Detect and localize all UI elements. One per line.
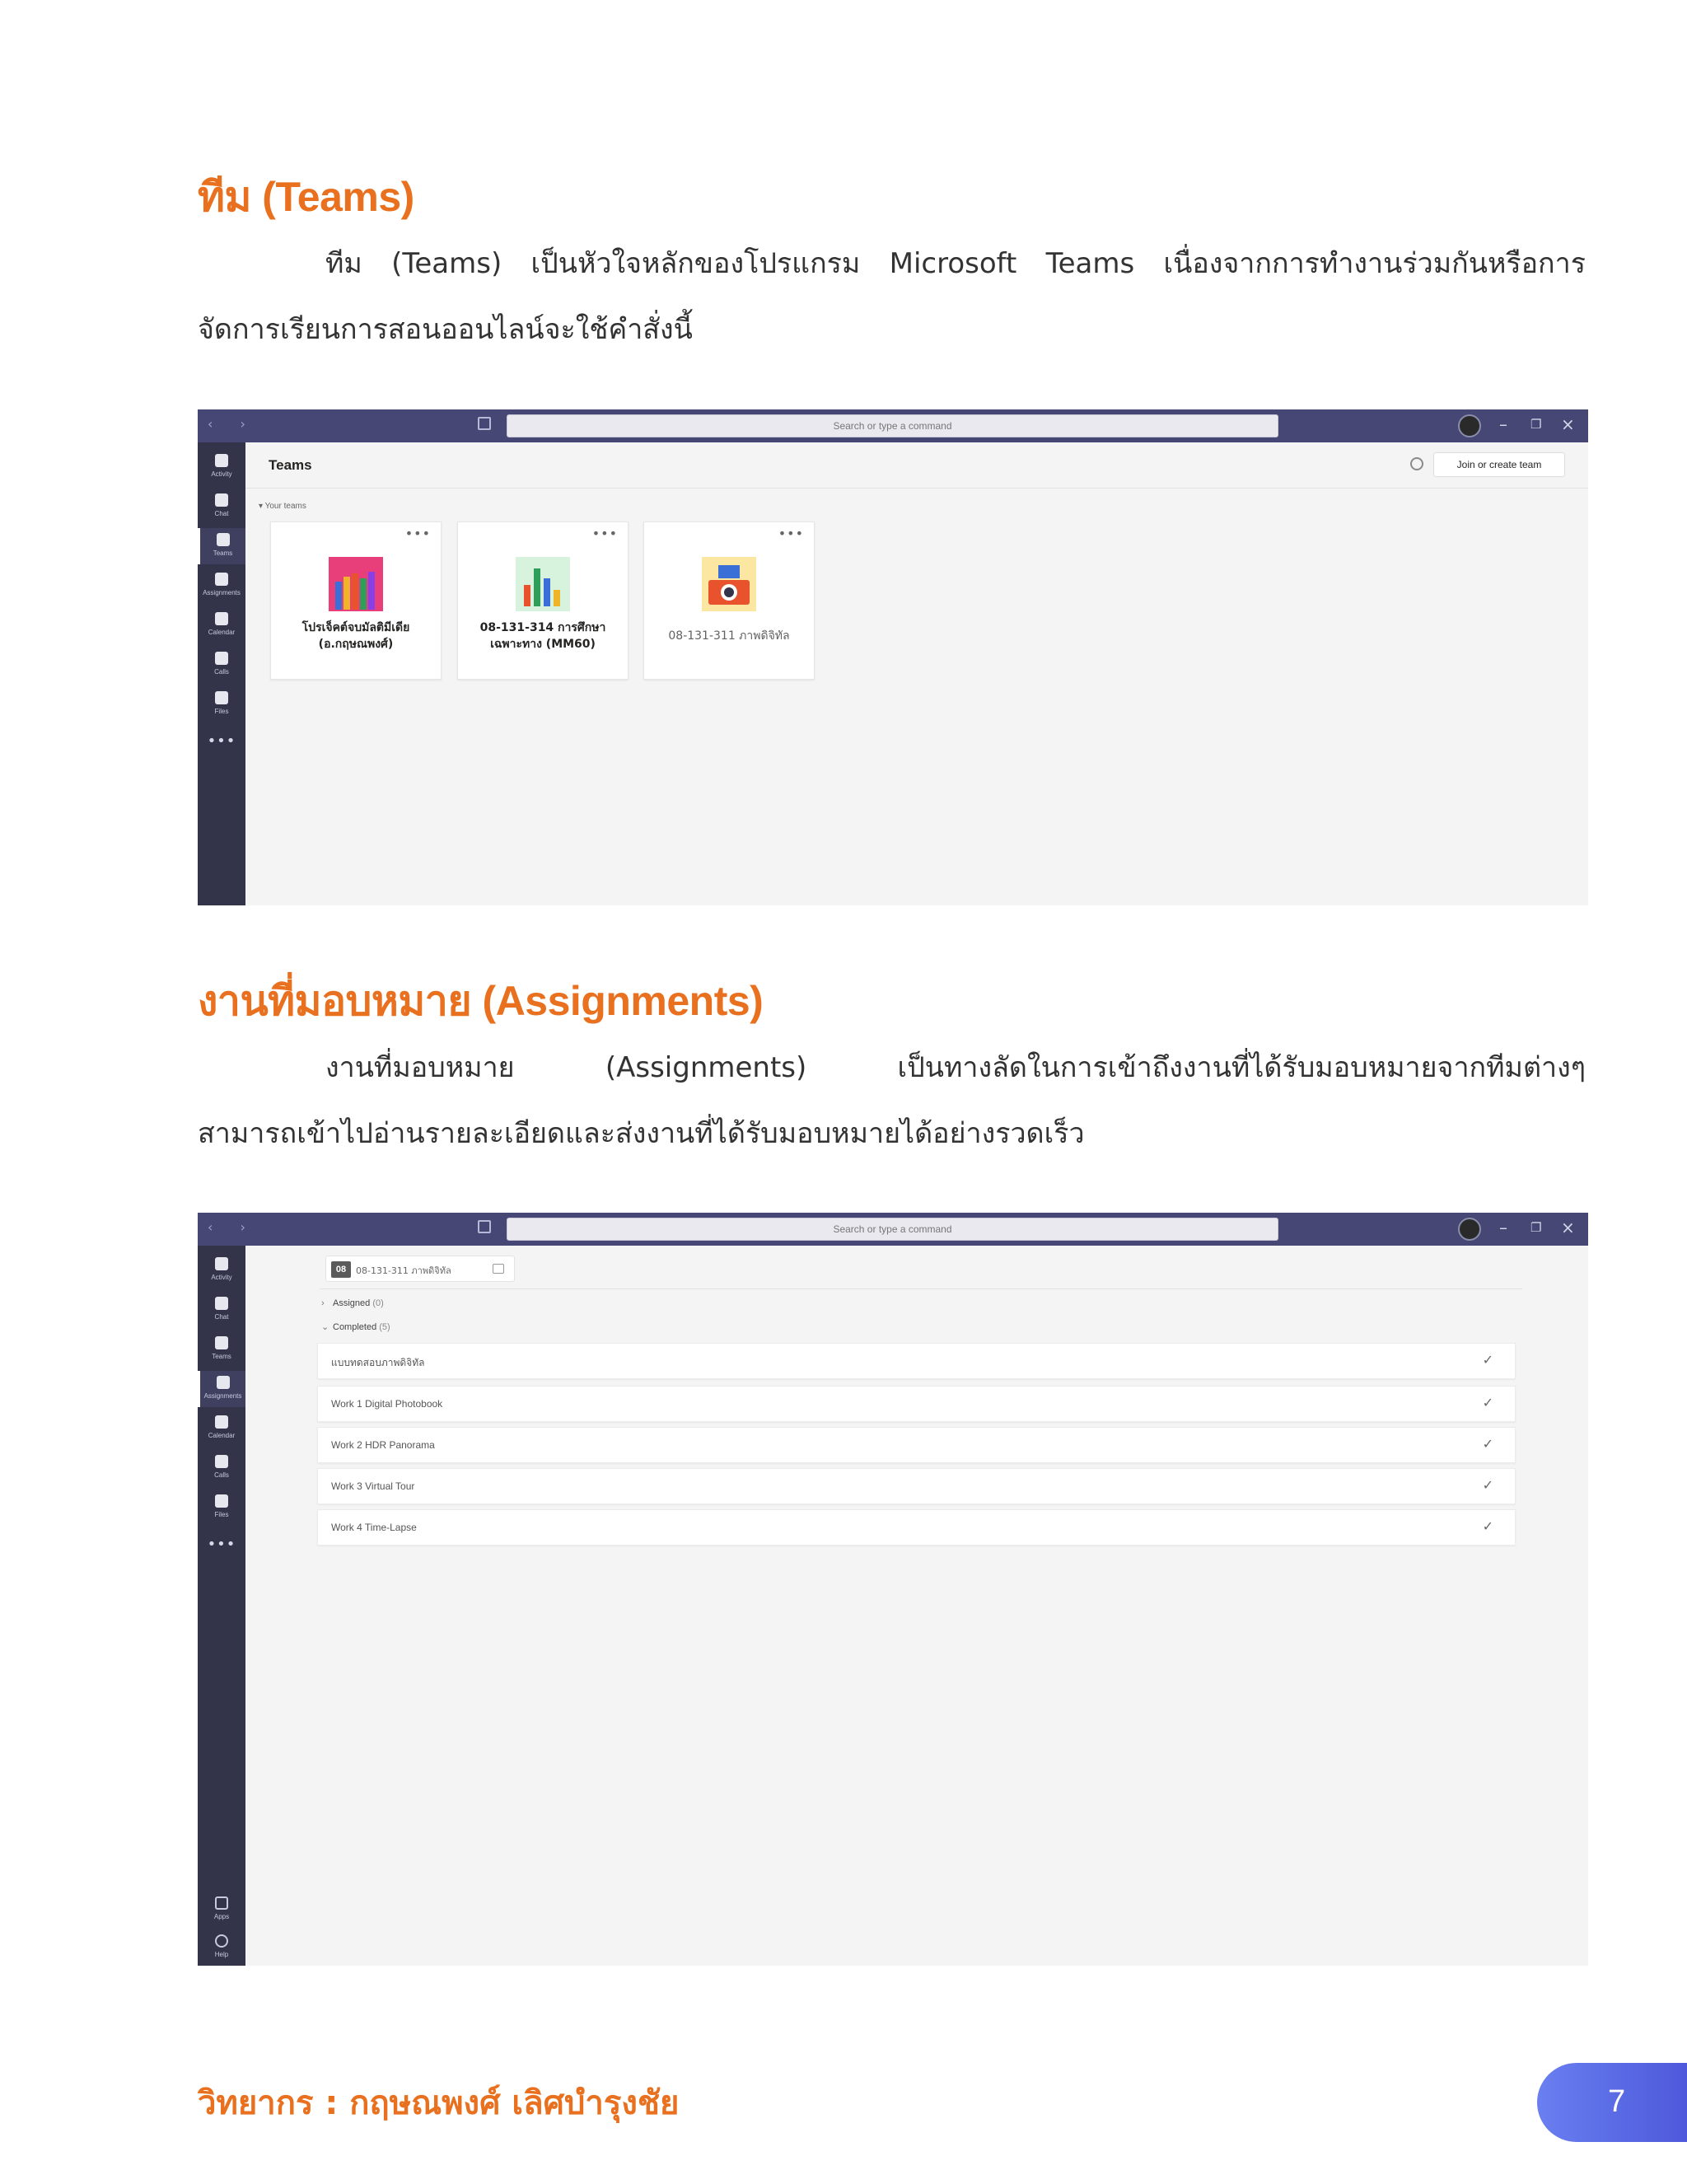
- teams-screenshot: [198, 409, 1588, 905]
- rail-chat[interactable]: [198, 489, 245, 525]
- assignment-row[interactable]: [317, 1343, 1516, 1379]
- checkmark-icon: ✓: [1482, 1477, 1493, 1493]
- assignments-icon: [215, 573, 228, 586]
- teams-description-line2: จัดการเรียนการสอนออนไลน์จะใช้คำสั่งนี้: [198, 313, 693, 346]
- more-options-icon[interactable]: •••: [778, 526, 804, 541]
- assignment-title: Work 1 Digital Photobook: [331, 1398, 443, 1410]
- app-rail: [198, 1246, 245, 1966]
- rail-calendar[interactable]: [198, 1410, 245, 1447]
- nav-arrows[interactable]: ‹ ›: [208, 1219, 257, 1235]
- rail-label: Teams: [212, 1353, 231, 1360]
- close-icon[interactable]: ×: [1561, 1218, 1575, 1237]
- title-bar: [198, 409, 1588, 442]
- rail-chat[interactable]: [198, 1292, 245, 1328]
- assignment-row[interactable]: [317, 1509, 1516, 1546]
- rail-label: Calendar: [208, 629, 236, 636]
- chat-icon: [215, 493, 228, 507]
- assignment-title: Work 4 Time-Lapse: [331, 1522, 417, 1533]
- rail-calls[interactable]: [198, 647, 245, 683]
- more-icon[interactable]: •••: [207, 732, 236, 750]
- minimize-icon[interactable]: –: [1499, 414, 1507, 434]
- teams-header: [245, 442, 1588, 489]
- group-count: (0): [372, 1298, 384, 1308]
- avatar[interactable]: [1458, 414, 1481, 437]
- more-options-icon[interactable]: •••: [404, 526, 431, 541]
- title-bar: [198, 1213, 1588, 1246]
- checkmark-icon: ✓: [1482, 1436, 1493, 1452]
- rail-assignments[interactable]: [198, 1371, 245, 1407]
- app-rail: [198, 442, 245, 905]
- section-heading-assignments: งานที่มอบหมาย (Assignments): [198, 978, 764, 1024]
- class-name: 08-131-311 ภาพดิจิทัล: [356, 1265, 451, 1276]
- team-card[interactable]: [270, 521, 442, 680]
- close-icon[interactable]: ×: [1561, 414, 1575, 434]
- team-name: โปรเจ็คต์จบมัลติมีเดีย (อ.กฤษณพงศ์): [301, 621, 410, 651]
- rail-assignments[interactable]: [198, 568, 245, 604]
- checkmark-icon: ✓: [1482, 1518, 1493, 1534]
- your-teams-label[interactable]: ▾ Your teams: [259, 502, 306, 511]
- more-options-icon[interactable]: •••: [591, 526, 618, 541]
- rail-calls[interactable]: [198, 1450, 245, 1486]
- teams-icon: [217, 533, 230, 546]
- help-icon: [215, 1934, 228, 1948]
- assignment-row[interactable]: [317, 1468, 1516, 1504]
- page-number: 7: [1608, 2084, 1626, 2119]
- rail-activity[interactable]: [198, 1252, 245, 1288]
- rail-label: Help: [214, 1951, 229, 1958]
- rail-label: Calls: [214, 1471, 229, 1479]
- assignment-title: Work 2 HDR Panorama: [331, 1439, 435, 1451]
- assignment-title: แบบทดสอบภาพดิจิทัล: [331, 1357, 425, 1368]
- rail-label: Apps: [213, 1913, 230, 1920]
- assignment-row[interactable]: [317, 1427, 1516, 1463]
- chat-icon: [215, 1297, 228, 1310]
- chevron-down-icon: ⌄: [321, 1322, 329, 1332]
- join-or-create-team-button[interactable]: Join or create team: [1433, 452, 1565, 477]
- completed-group-toggle[interactable]: [321, 1321, 390, 1332]
- apps-icon: [215, 1896, 228, 1910]
- rail-label: Calls: [214, 668, 229, 676]
- rail-label: Activity: [211, 470, 232, 478]
- avatar[interactable]: [1458, 1218, 1481, 1241]
- rail-label: Chat: [214, 1313, 229, 1321]
- minimize-icon[interactable]: –: [1499, 1218, 1507, 1237]
- class-badge: 08: [331, 1261, 351, 1278]
- phone-icon: [215, 652, 228, 665]
- more-icon[interactable]: •••: [207, 1536, 236, 1553]
- rail-files[interactable]: [198, 686, 245, 723]
- bell-icon: [215, 454, 228, 467]
- phone-icon: [215, 1455, 228, 1468]
- bar-chart-icon: [516, 557, 570, 611]
- rail-label: Files: [214, 1511, 229, 1518]
- rail-label: Assignments: [203, 589, 241, 596]
- maximize-icon[interactable]: ❐: [1530, 417, 1542, 432]
- rail-label: Chat: [214, 510, 229, 517]
- camera-icon: [702, 557, 756, 611]
- rail-label: Calendar: [208, 1432, 236, 1439]
- class-settings-icon[interactable]: [493, 1264, 504, 1274]
- footer-author: วิทยากร : กฤษณพงศ์ เลิศบำรุงชัย: [198, 2084, 680, 2122]
- search-input[interactable]: Search or type a command: [507, 1218, 1278, 1241]
- checkmark-icon: ✓: [1482, 1352, 1493, 1368]
- files-icon: [215, 691, 228, 704]
- rail-label: Activity: [211, 1274, 232, 1281]
- calendar-icon: [215, 612, 228, 625]
- search-input[interactable]: Search or type a command: [507, 414, 1278, 437]
- team-name: 08-131-311 ภาพดิจิทัล: [668, 629, 790, 643]
- group-label: Assigned: [333, 1298, 371, 1308]
- bell-icon: [215, 1257, 228, 1270]
- gear-icon[interactable]: [1410, 457, 1423, 470]
- assignments-description: [198, 1035, 1586, 1167]
- compose-icon[interactable]: [478, 417, 491, 430]
- calendar-icon: [215, 1415, 228, 1429]
- divider: [320, 1288, 1522, 1289]
- compose-icon[interactable]: [478, 1220, 491, 1233]
- rail-label: Files: [214, 708, 229, 715]
- team-card[interactable]: [643, 521, 815, 680]
- rail-apps[interactable]: [198, 1896, 245, 1920]
- group-count: (5): [379, 1322, 390, 1332]
- team-card[interactable]: [457, 521, 629, 680]
- maximize-icon[interactable]: ❐: [1530, 1220, 1542, 1235]
- section-heading-teams: ทีม (Teams): [198, 174, 414, 220]
- rail-label: Teams: [213, 550, 233, 557]
- assignments-description-line1: งานที่มอบหมาย (Assignments) เป็นทางลัดในการเข้าถึงงานที่ได้รับมอบหมายจากทีมต่างๆ: [325, 1051, 1586, 1084]
- checkmark-icon: ✓: [1482, 1395, 1493, 1410]
- nav-arrows[interactable]: ‹ ›: [208, 416, 257, 432]
- assignments-screenshot: [198, 1213, 1588, 1966]
- rail-label: Assignments: [203, 1392, 242, 1400]
- rail-teams[interactable]: [198, 1331, 245, 1368]
- chevron-right-icon: ›: [321, 1298, 325, 1308]
- teams-description: [198, 231, 1586, 362]
- pencils-icon: [329, 557, 383, 611]
- rail-teams[interactable]: [198, 528, 245, 564]
- assignments-description-line2: สามารถเข้าไปอ่านรายละเอียดและส่งงานที่ได้รับมอบหมายได้อย่างรวดเร็ว: [198, 1117, 1085, 1150]
- assignment-title: Work 3 Virtual Tour: [331, 1480, 415, 1492]
- rail-activity[interactable]: [198, 449, 245, 485]
- team-name: 08-131-314 การศึกษาเฉพาะทาง (MM60): [479, 621, 606, 651]
- rail-help[interactable]: [198, 1934, 245, 1958]
- assignment-row[interactable]: [317, 1386, 1516, 1422]
- teams-icon: [215, 1336, 228, 1349]
- files-icon: [215, 1494, 228, 1508]
- rail-files[interactable]: [198, 1490, 245, 1526]
- page-number-badge: [1537, 2063, 1687, 2142]
- assigned-group-toggle[interactable]: [321, 1298, 384, 1308]
- group-label: Completed: [333, 1322, 377, 1332]
- page-title: Teams: [269, 457, 312, 473]
- class-selector[interactable]: [325, 1256, 515, 1282]
- assignments-icon: [217, 1376, 230, 1389]
- rail-calendar[interactable]: [198, 607, 245, 643]
- teams-description-line1: ทีม (Teams) เป็นหัวใจหลักของโปรแกรม Microsoft Teams เนื่องจากการทำงานร่วมกันหรือการ: [325, 247, 1586, 280]
